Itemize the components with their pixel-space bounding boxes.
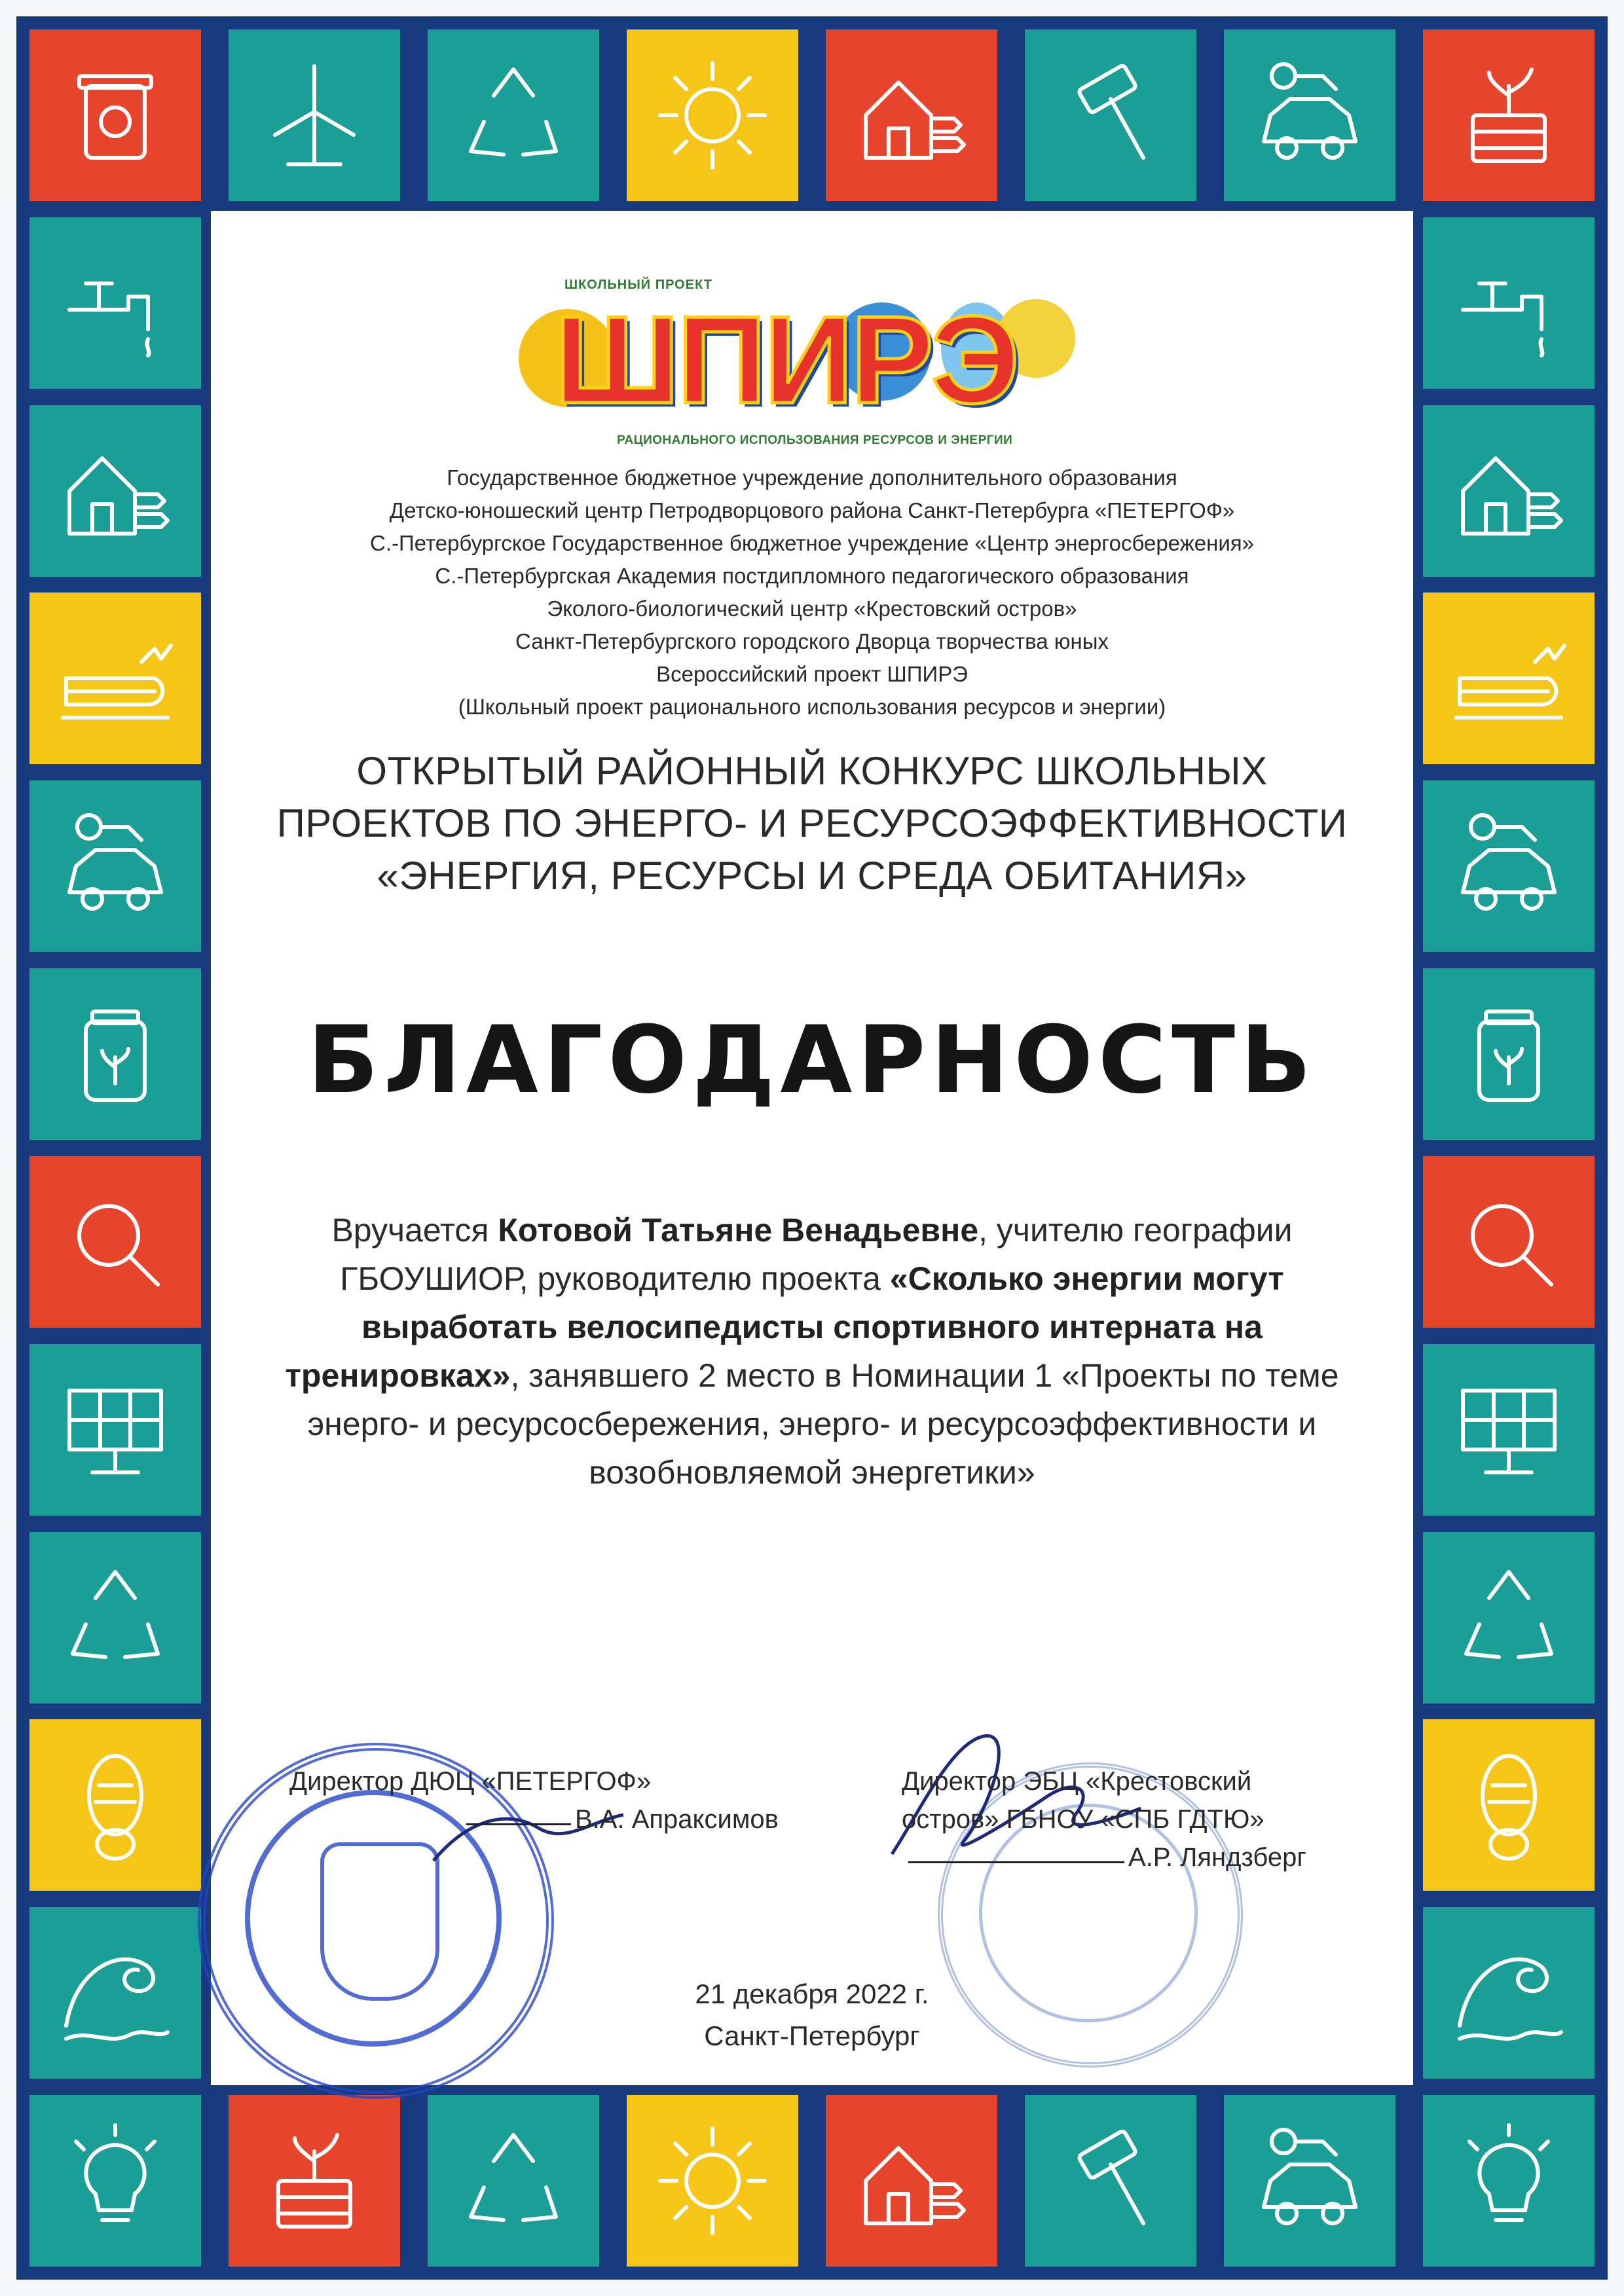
recycle-icon (50, 1552, 181, 1683)
border-tile (1224, 29, 1395, 201)
solar-panel-icon (1443, 1364, 1574, 1495)
contest-title-line: «ЭНЕРГИЯ, РЕСУРСЫ И СРЕДА ОБИТАНИЯ» (377, 854, 1247, 898)
wind-turbine-icon (249, 50, 380, 181)
electric-car-icon (1244, 2115, 1375, 2246)
border-tile (1423, 1344, 1595, 1516)
recycle-icon (448, 2115, 579, 2246)
magnifier-icon (1443, 1176, 1574, 1307)
signature-block-right (902, 1762, 1306, 1876)
border-tile (1423, 1907, 1595, 2079)
hammer-icon (1045, 50, 1176, 181)
electric-car-icon (1244, 50, 1375, 181)
contest-title-line: ПРОЕКТОВ ПО ЭНЕРГО- И РЕСУРСОЭФФЕКТИВНОСТИ (276, 801, 1348, 845)
train-icon (1443, 613, 1574, 744)
border-tile (29, 592, 201, 764)
border-tile (29, 1156, 201, 1328)
border-tile (229, 29, 400, 201)
issue-date-block (211, 1973, 1413, 2057)
border-tile (1423, 780, 1595, 952)
recycle-icon (448, 50, 579, 181)
footprint-icon (1443, 1740, 1574, 1870)
border-tile (1423, 592, 1595, 764)
jar-sprout-icon (50, 989, 181, 1120)
border-tile (229, 2095, 400, 2267)
contest-title-line: ОТКРЫТЫЙ РАЙОННЫЙ КОНКУРС ШКОЛЬНЫХ (356, 749, 1268, 793)
certificate-body (211, 211, 1413, 2085)
signatory-title-right-line1: Директор ЭБЦ «Крестовский (902, 1767, 1252, 1796)
organizer-line: (Школьный проект рационального использования ресурсов и энергии) (458, 695, 1166, 719)
organizer-line: С.-Петербургская Академия постдипломного педагогического образования (435, 564, 1189, 588)
organizer-line: Детско-юношеский центр Петродворцового района Санкт-Петербурга «ПЕТЕРГОФ» (389, 498, 1235, 522)
border-tile (1423, 29, 1595, 201)
signatory-name-left: В.А. Апраксимов (575, 1805, 779, 1834)
award-project: «Сколько энергии могут выработать велосипедисты спортивного интерната на тренировках» (285, 1260, 1284, 1394)
organizers-list (211, 462, 1413, 723)
house-energy-label-icon (1443, 426, 1574, 556)
border-tile (29, 1719, 201, 1891)
award-result: , занявшего 2 место в Номинации 1 «Проекты по теме энерго- и ресурсосбережения, энерго- и ресурсоэффективности и возобновляемой энергетики» (307, 1357, 1339, 1491)
border-tile (29, 1907, 201, 2079)
border-tile (29, 2095, 201, 2267)
signatory-title-right-line2: остров» ГБНОУ «СПБ ГДТЮ» (902, 1805, 1264, 1834)
border-tile (29, 1532, 201, 1704)
plant-pot-icon (1443, 50, 1574, 181)
recycle-icon (1443, 1552, 1574, 1683)
logo-main-text: ШПИРЭ (555, 291, 1017, 429)
certificate-heading: БЛАГОДАРНОСТЬ (307, 1006, 1317, 1114)
organizer-line: С.-Петербургское Государственное бюджетное учреждение «Центр энергосбережения» (370, 531, 1254, 555)
signatory-title-left: Директор ДЮЦ «ПЕТЕРГОФ» (289, 1767, 652, 1796)
border-tile (29, 1344, 201, 1516)
wave-icon (1443, 1927, 1574, 2058)
trash-bin-icon (50, 50, 181, 181)
water-tap-icon (1443, 238, 1574, 369)
border-tile (1423, 2095, 1595, 2267)
signatory-name-right: А.Р. Ляндзберг (1128, 1843, 1306, 1872)
electric-car-icon (50, 801, 181, 932)
border-tile (1025, 29, 1196, 201)
border-tile (29, 29, 201, 201)
sun-icon (647, 50, 778, 181)
logo-bottom-text: РАЦИОНАЛЬНОГО ИСПОЛЬЗОВАНИЯ РЕСУРСОВ И ЭНЕРГИИ (617, 433, 1013, 447)
border-tile (627, 2095, 798, 2267)
border-tile (29, 405, 201, 577)
border-tile (1423, 1156, 1595, 1328)
sun-icon (647, 2115, 778, 2246)
border-tile (428, 2095, 599, 2267)
border-tile (1423, 1532, 1595, 1704)
organizer-line: Всероссийский проект ШПИРЭ (656, 662, 968, 686)
signature-block-left (289, 1762, 779, 1838)
water-tap-icon (50, 238, 181, 369)
train-icon (50, 613, 181, 744)
magnifier-icon (50, 1176, 181, 1307)
award-role: , учителю географии ГБОУШИОР, руководителю проекта (340, 1212, 1293, 1297)
hammer-icon (1045, 2115, 1176, 2246)
wave-icon (50, 1927, 181, 2058)
plant-pot-icon (249, 2115, 380, 2246)
issue-city: Санкт-Петербург (704, 2020, 920, 2051)
border-tile (1423, 217, 1595, 389)
organizer-line: Государственное бюджетное учреждение дополнительного образования (447, 465, 1177, 490)
footprint-icon (50, 1740, 181, 1870)
light-bulb-icon (50, 2115, 181, 2246)
jar-sprout-icon (1443, 989, 1574, 1120)
logo-top-text: ШКОЛЬНЫЙ ПРОЕКТ (564, 278, 712, 292)
award-text (250, 1206, 1374, 1497)
border-tile (1423, 1719, 1595, 1891)
house-energy-label-icon (50, 426, 181, 556)
electric-car-icon (1443, 801, 1574, 932)
border-tile (1423, 968, 1595, 1140)
house-energy-label-icon (846, 50, 977, 181)
issue-date: 21 декабря 2022 г. (695, 1978, 929, 2009)
award-recipient: Котовой Татьяне Венадьевне (498, 1212, 979, 1248)
organizer-line: Эколого-биологический центр «Крестовский остров» (547, 596, 1077, 621)
award-intro: Вручается (331, 1212, 498, 1248)
border-tile (1224, 2095, 1395, 2267)
border-tile (1423, 405, 1595, 577)
border-tile (826, 29, 997, 201)
border-tile (1025, 2095, 1196, 2267)
border-tile (428, 29, 599, 201)
border-tile (627, 29, 798, 201)
organizer-line: Санкт-Петербургского городского Дворца творчества юных (515, 629, 1109, 653)
border-tile (29, 968, 201, 1140)
border-tile (29, 217, 201, 389)
border-tile (29, 780, 201, 952)
border-tile (826, 2095, 997, 2267)
house-energy-label-icon (846, 2115, 977, 2246)
contest-title (211, 745, 1413, 902)
solar-panel-icon (50, 1364, 181, 1495)
light-bulb-icon (1443, 2115, 1574, 2246)
